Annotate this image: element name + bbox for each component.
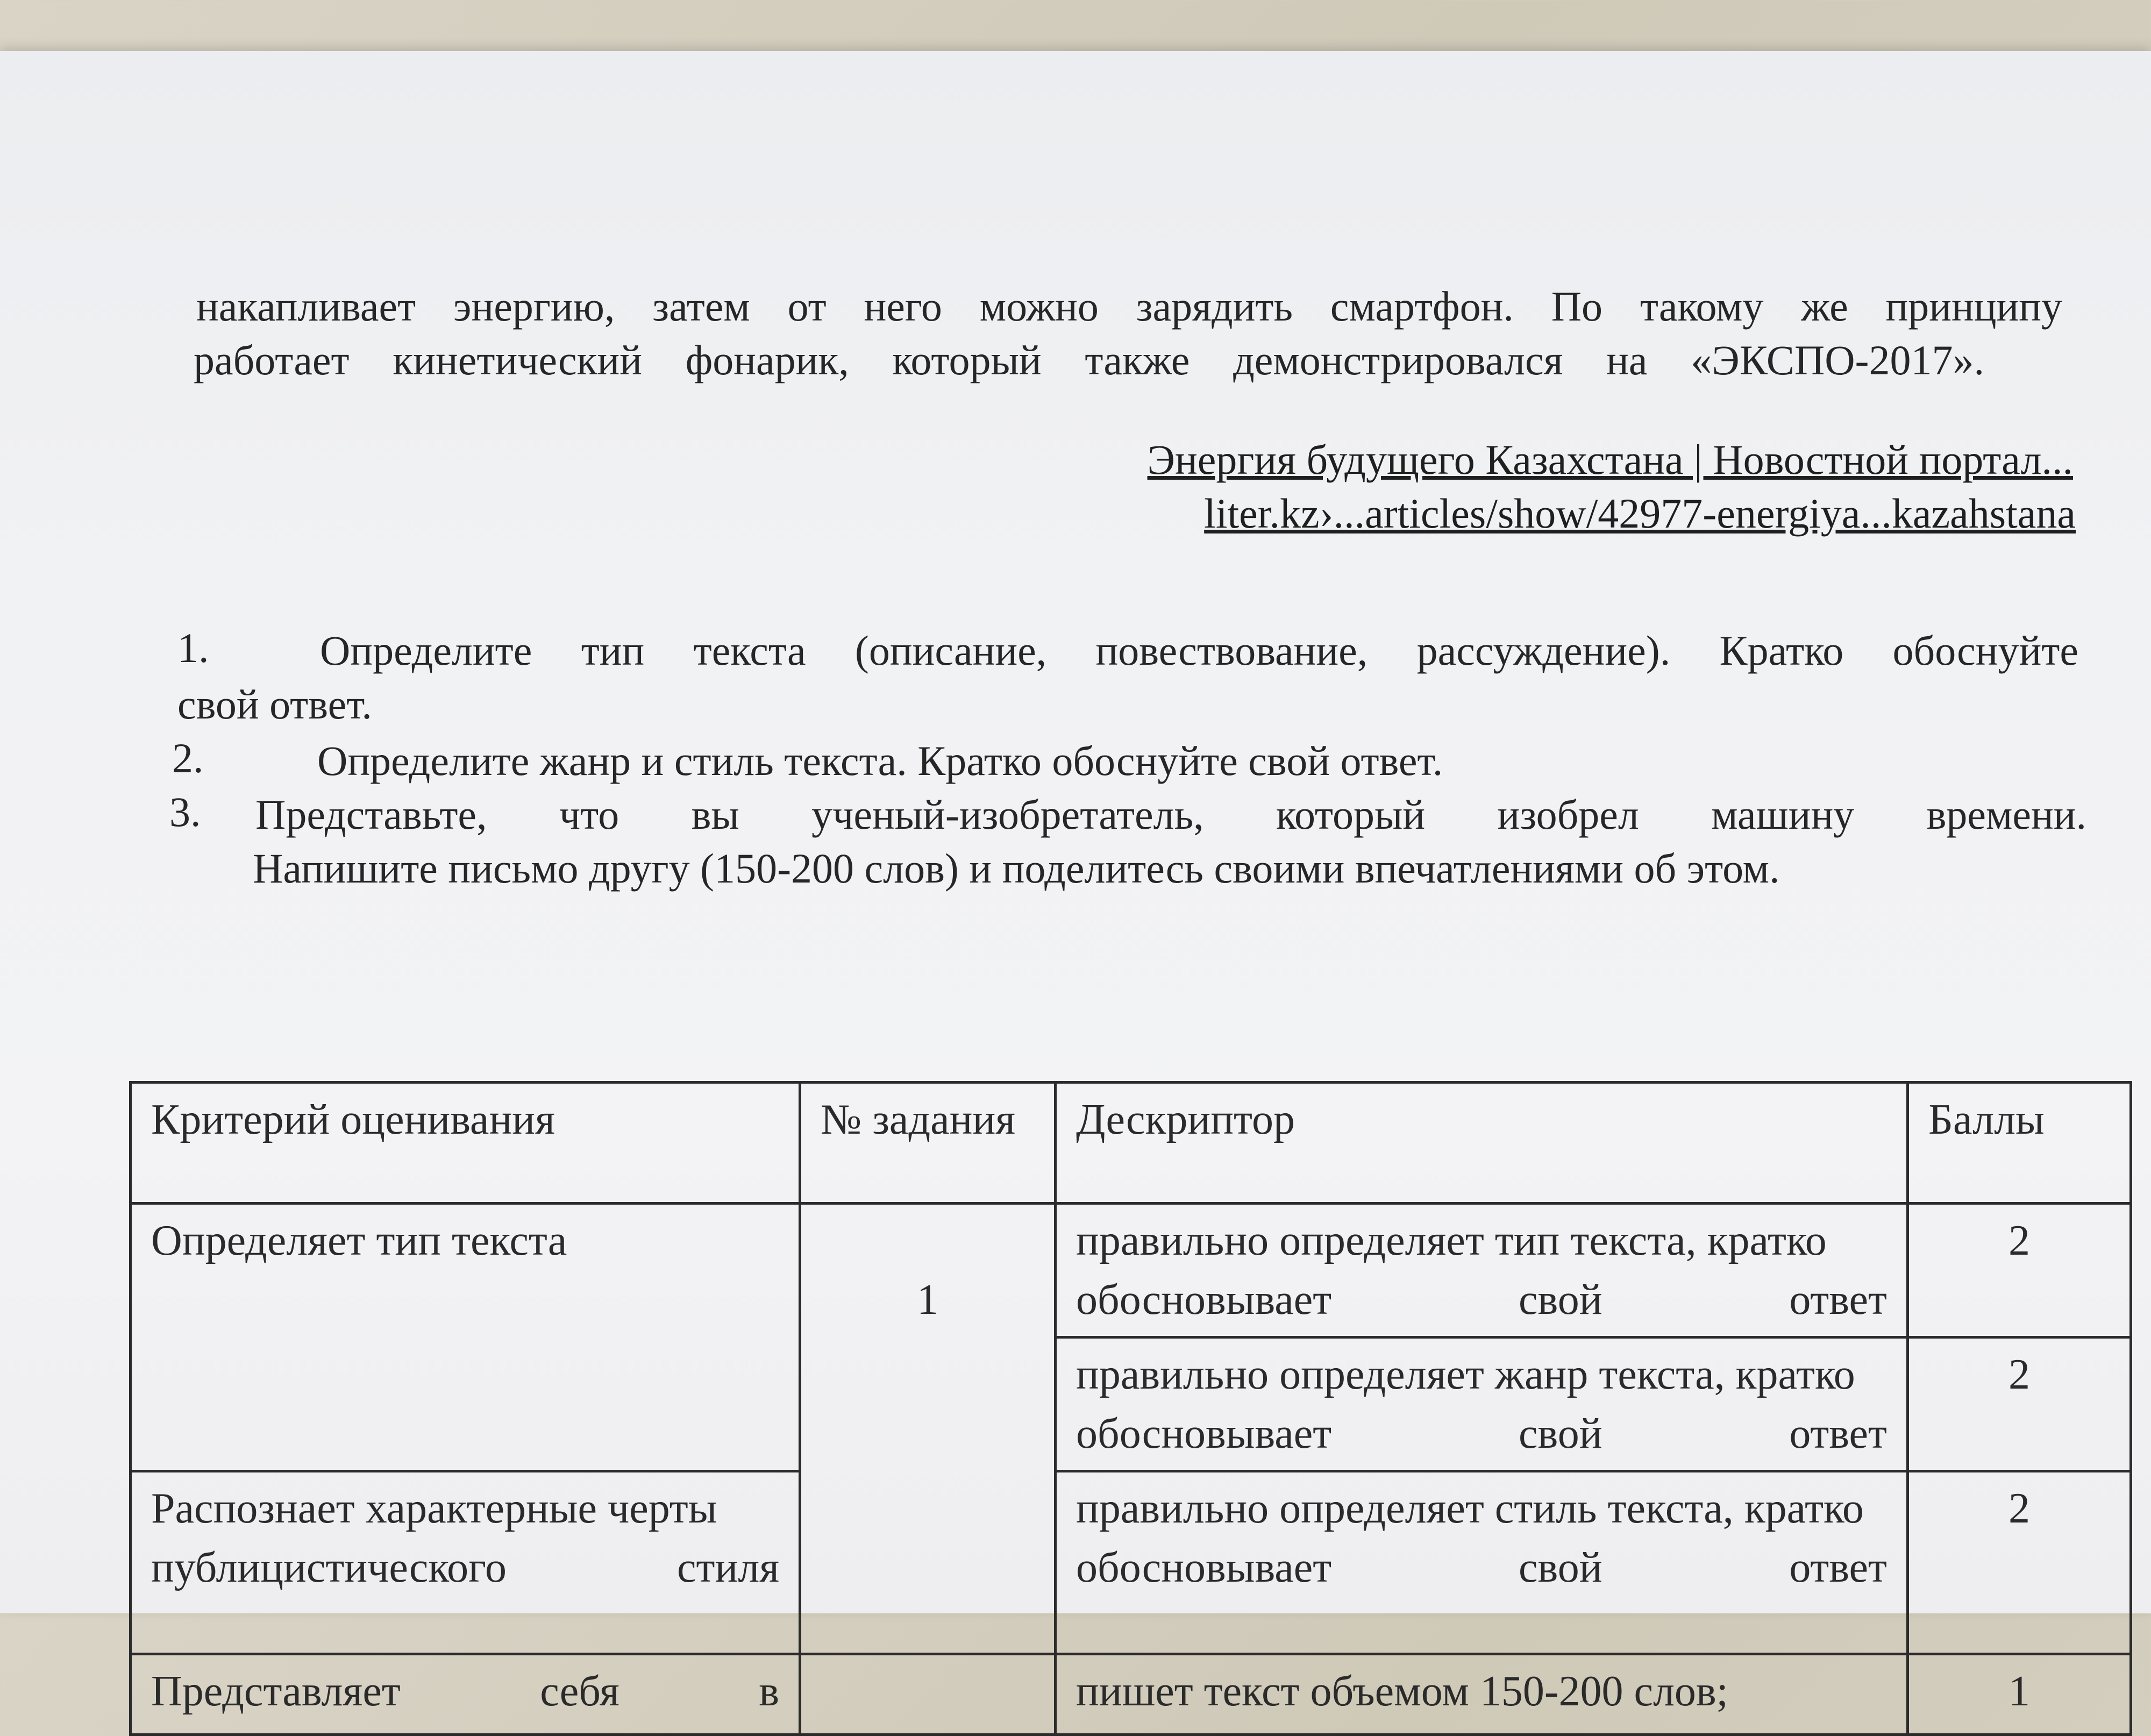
source-title-link[interactable]: Энергия будущего Казахстана | Новостной портал... <box>1147 436 2073 483</box>
header-points: Баллы <box>1908 1083 2131 1204</box>
points-cell: 2 <box>1908 1471 2131 1654</box>
descriptor-cell: пишет текст объемом 150-200 слов; <box>1056 1654 1908 1735</box>
points-cell: 1 <box>1908 1654 2131 1735</box>
task-2-number: 2. <box>172 735 204 781</box>
paragraph-line-2: работает кинетический фонарик, который также демонстрировался на «ЭКСПО-2017». <box>194 337 1984 383</box>
descriptor-cell: правильно определяет тип текста, кратко обосновывает свой ответ <box>1056 1204 1908 1337</box>
header-criterion: Критерий оценивания <box>131 1083 800 1204</box>
header-task-number: № задания <box>800 1083 1056 1204</box>
table-header-row <box>131 1083 2131 1204</box>
task-number-cell <box>800 1204 1056 1654</box>
criterion-cell: Представляет себя в <box>131 1654 800 1735</box>
table-row <box>131 1471 2131 1654</box>
task-3-number: 3. <box>169 788 201 835</box>
paper-sheet <box>0 51 2151 1715</box>
task-1-number: 1. <box>177 624 209 671</box>
table-row <box>131 1204 2131 1337</box>
table-row <box>131 1654 2131 1735</box>
points-cell: 2 <box>1908 1204 2131 1337</box>
task-number-cell <box>800 1654 1056 1735</box>
header-descriptor: Дескриптор <box>1056 1083 1908 1204</box>
paragraph-line-1: накапливает энергию, затем от него можно зарядить смартфон. По такому же принципу <box>196 283 2062 330</box>
criterion-cell: Распознает характерные черты публицистического стиля <box>131 1471 800 1654</box>
task-3-line-1: Представьте, что вы ученый-изобретатель, который изобрел машину времени. <box>255 791 2086 838</box>
task-1-line-1: Определите тип текста (описание, повествование, рассуждение). Кратко обоснуйте <box>320 627 2078 674</box>
source-url-link[interactable]: liter.kz›...articles/show/42977-energiya...kazahstana <box>1204 490 2076 537</box>
assessment-table <box>129 1081 2132 1736</box>
descriptor-cell: правильно определяет стиль текста, кратко обосновывает свой ответ <box>1056 1471 1908 1654</box>
criterion-cell: Определяет тип текста <box>131 1204 800 1471</box>
task-2-line-1: Определите жанр и стиль текста. Кратко обоснуйте свой ответ. <box>317 737 1443 784</box>
points-cell: 2 <box>1908 1337 2131 1471</box>
task-1-line-2: свой ответ. <box>177 681 372 728</box>
task-number-value: 1 <box>917 1276 938 1324</box>
descriptor-cell: правильно определяет жанр текста, кратко обосновывает свой ответ <box>1056 1337 1908 1471</box>
task-3-line-2: Напишите письмо другу (150-200 слов) и поделитесь своими впечатлениями об этом. <box>253 845 1780 892</box>
